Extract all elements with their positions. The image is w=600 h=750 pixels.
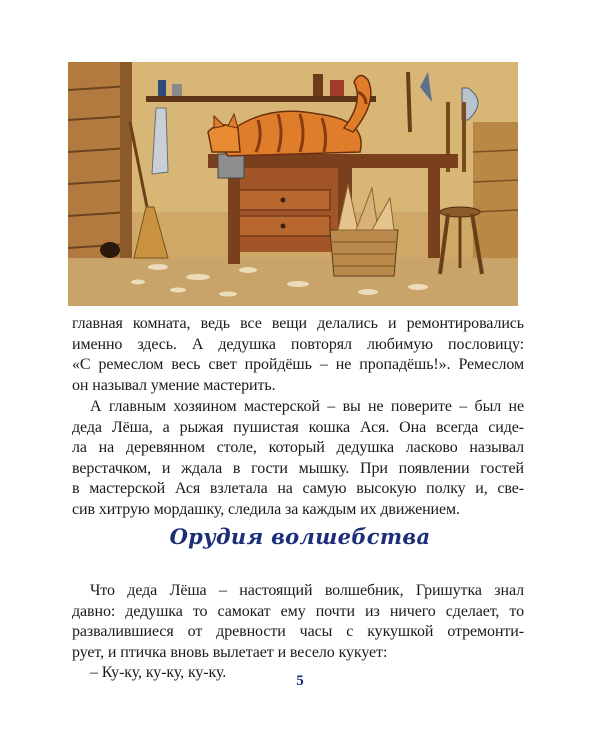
- paragraph-1: [72, 314, 524, 396]
- section-heading: Орудия волшебства: [169, 524, 431, 549]
- text-line: главная комната, ведь все вещи делались и ремонтировались: [72, 315, 524, 332]
- text-line: развалившиеся от древности часы с кукушкой отремонти-: [72, 623, 524, 640]
- workshop-illustration: [68, 62, 518, 306]
- text-line: «С ремеслом весь свет пройдёшь – не пропадёшь!». Ремеслом: [72, 356, 524, 373]
- log-wall: [68, 62, 132, 262]
- text-line: он называл умение мастерить.: [72, 376, 276, 394]
- text-line: ла на деревянном столе, который дедушка ласково называл: [72, 439, 524, 456]
- text-line: деда Лёша, а рыжая пушистая кошка Ася. Она всегда сиде-: [72, 418, 524, 436]
- text-line: в мастерской Ася взлетала на самую высокую полку и, све-: [72, 480, 524, 497]
- text-line: рует, и птичка вновь вылетает и весело кукует:: [72, 643, 388, 661]
- text-line: А главным хозяином мастерской – вы не поверите – был не: [90, 398, 524, 415]
- text-line: Что деда Лёша – настоящий волшебник, Гришутка знал: [90, 582, 524, 599]
- dialogue-line: – Ку-ку, ку-ку, ку-ку.: [90, 664, 227, 681]
- paragraph-3: [72, 581, 524, 684]
- text-line: сив хитрую мордашку, следила за каждым их движением.: [72, 500, 460, 518]
- illustration-cat-on-workbench: [68, 62, 518, 306]
- text-line: верстачком, и ждала в гости мышку. При появлении гостей: [72, 459, 524, 477]
- paragraph-2: [72, 397, 524, 520]
- page-number: 5: [296, 673, 304, 689]
- text-line: давно: дедушка то самокат ему почти из ничего сделает, то: [72, 602, 524, 620]
- text-line: именно здесь. А дедушка повторял любимую пословицу:: [72, 335, 524, 353]
